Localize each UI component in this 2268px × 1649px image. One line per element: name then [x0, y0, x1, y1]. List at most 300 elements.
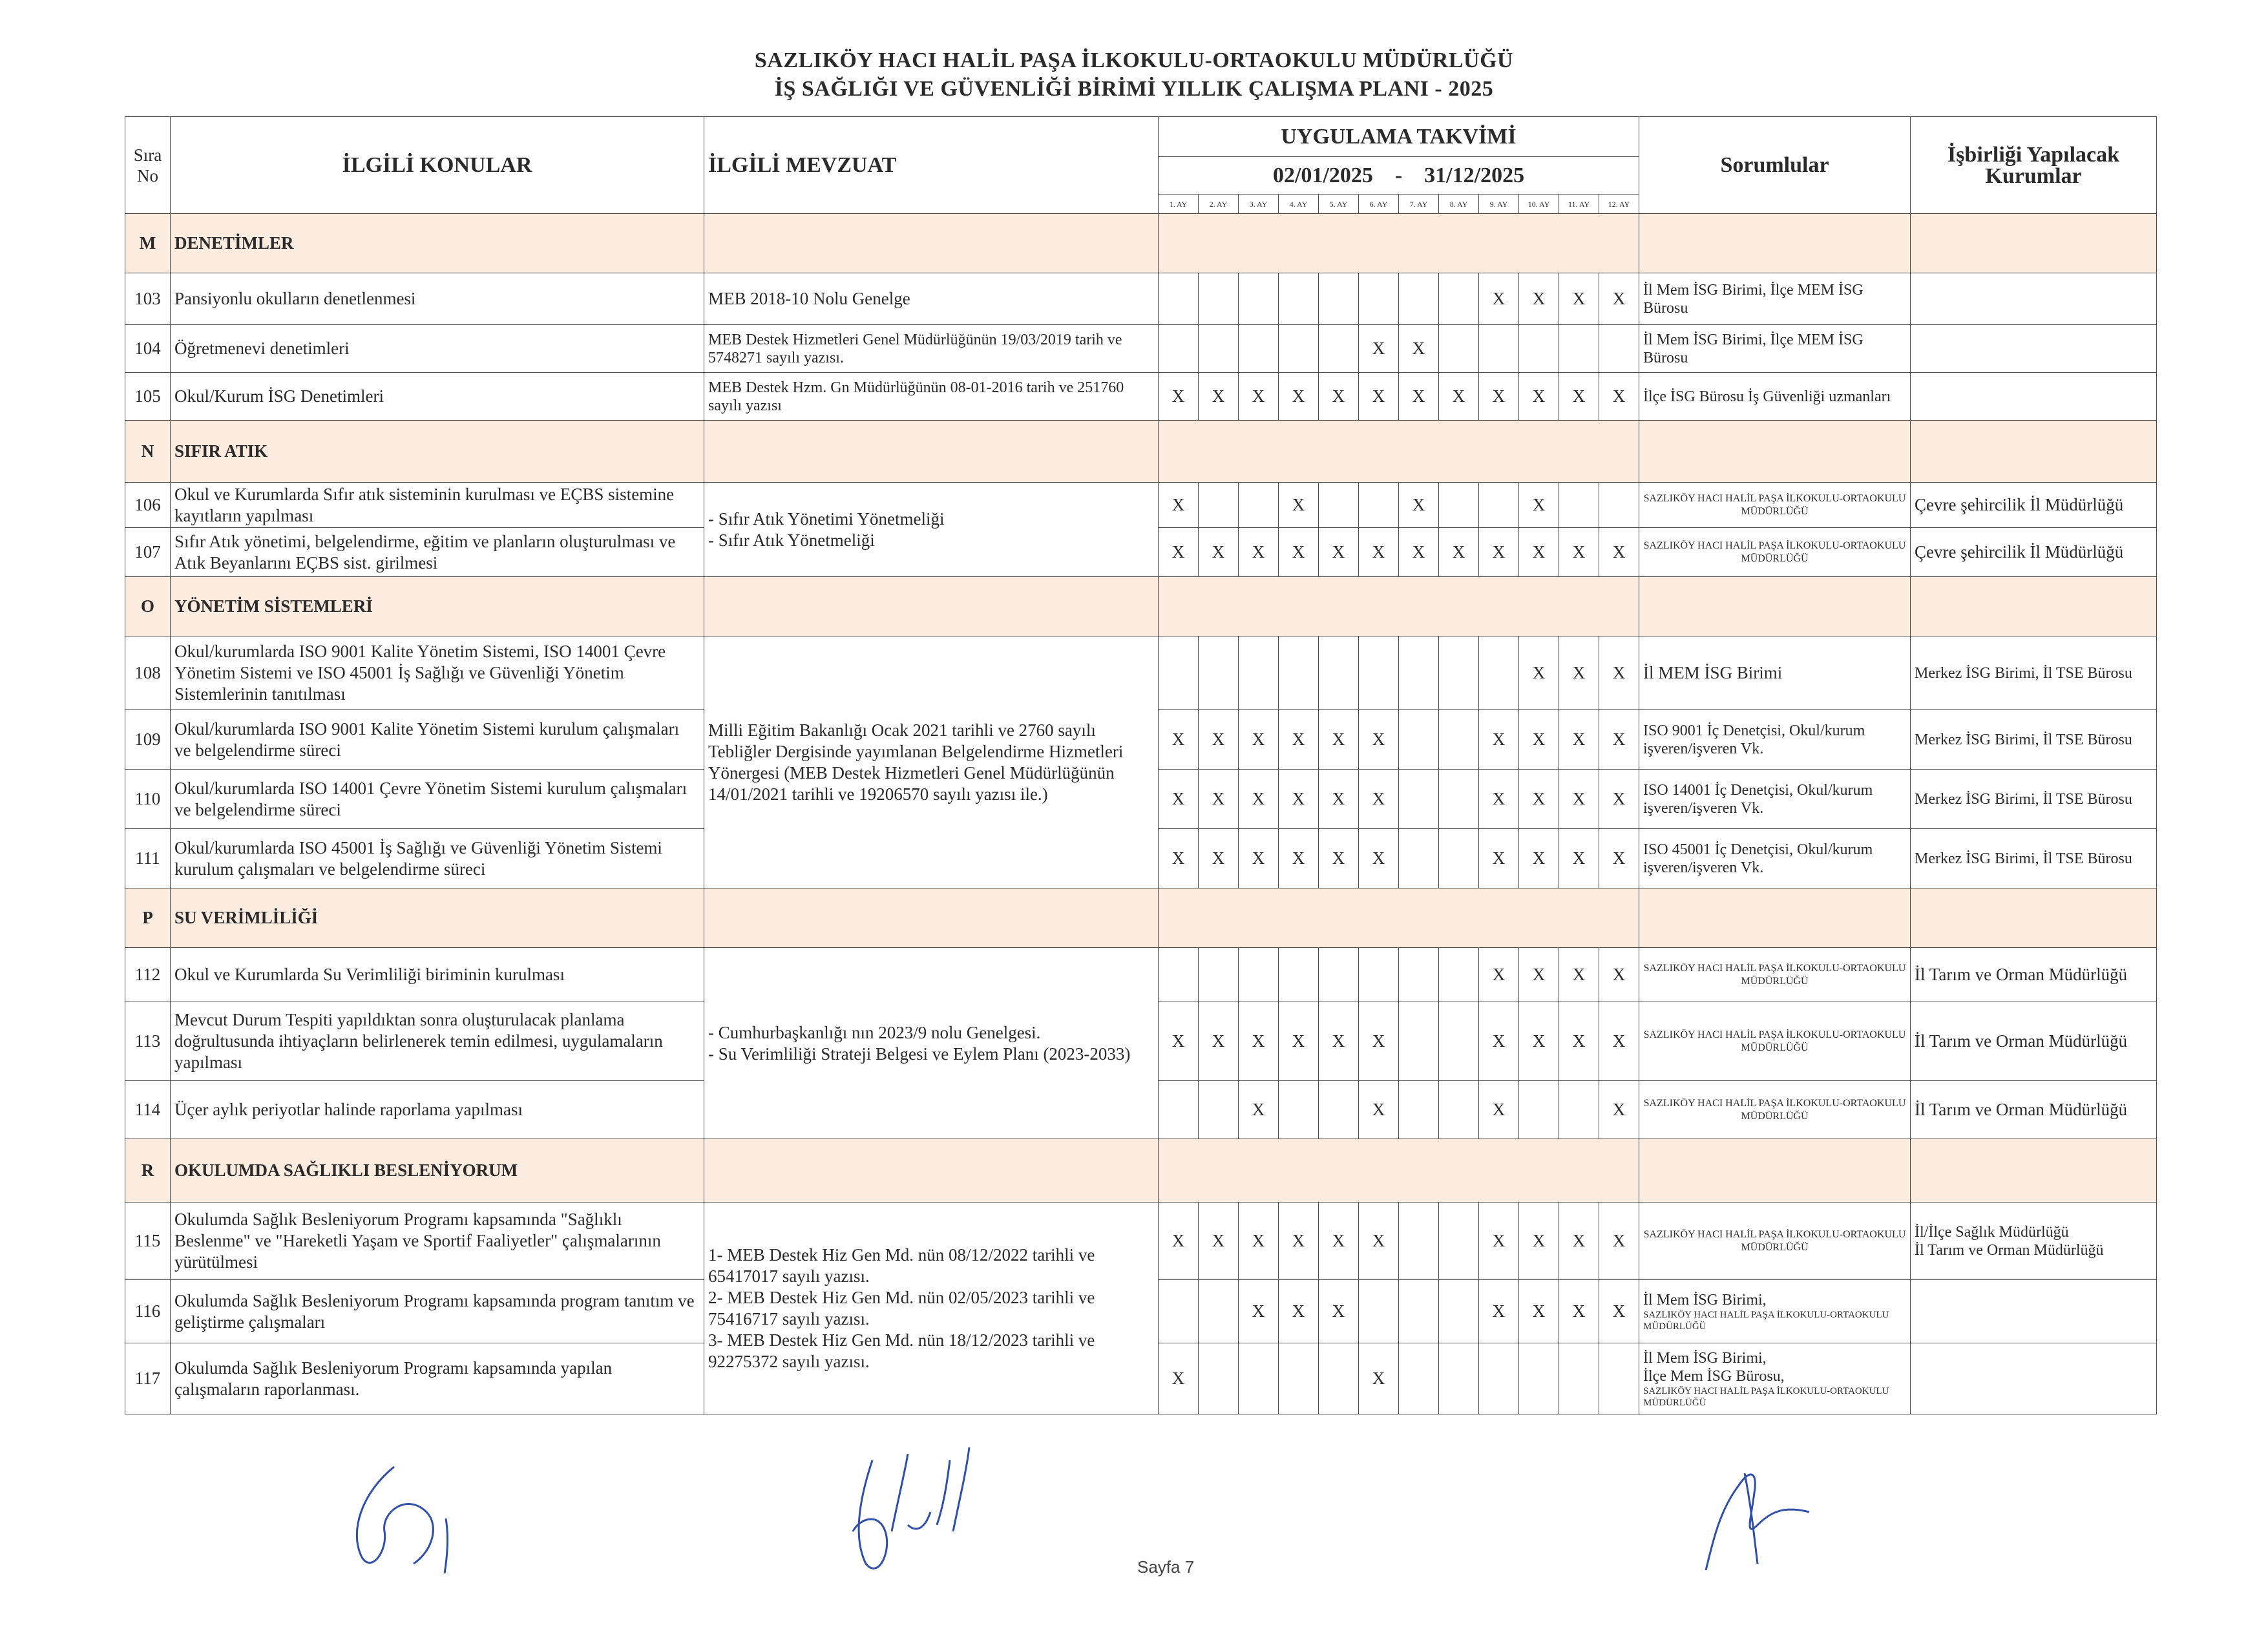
- month-cell: X: [1319, 373, 1359, 421]
- sorumlu-line: SAZLIKÖY HACI HALİL PAŞA İLKOKULU-ORTAOKULU MÜDÜRLÜĞÜ: [1643, 1309, 1889, 1332]
- month-cell: X: [1359, 829, 1399, 888]
- row-isbirligi: [1911, 273, 2157, 325]
- month-cell: X: [1439, 528, 1479, 577]
- month-cell: X: [1359, 770, 1399, 829]
- month-cell: X: [1519, 1280, 1559, 1343]
- table-row: [125, 636, 2157, 710]
- month-cell: X: [1559, 636, 1599, 710]
- month-cell: [1439, 1002, 1479, 1081]
- row-isbirligi: Merkez İSG Birimi, İl TSE Bürosu: [1911, 710, 2157, 770]
- month-cell: X: [1599, 528, 1639, 577]
- section-title: YÖNETİM SİSTEMLERİ: [171, 577, 704, 636]
- row-konu: Okul/kurumlarda ISO 14001 Çevre Yönetim Sistemi kurulum çalışmaları ve belgelendirme süreci: [171, 770, 704, 829]
- month-cell: [1319, 948, 1359, 1002]
- month-cell: [1239, 273, 1279, 325]
- empty-cell: [1639, 577, 1911, 636]
- row-number: 104: [125, 325, 171, 373]
- month-header: 12. AY: [1599, 194, 1639, 214]
- month-cell: X: [1479, 1081, 1519, 1139]
- month-cell: [1319, 325, 1359, 373]
- month-cell: [1479, 483, 1519, 528]
- month-cell: X: [1199, 829, 1239, 888]
- empty-cell: [1911, 577, 2157, 636]
- month-cell: X: [1319, 1280, 1359, 1343]
- month-cell: X: [1319, 770, 1359, 829]
- row-sorumlu: İlçe İSG Bürosu İş Güvenliği uzmanları: [1639, 373, 1911, 421]
- row-konu: Okul ve Kurumlarda Su Verimliliği biriminin kurulması: [171, 948, 704, 1002]
- isbirligi-line: İl/İlçe Sağlık Müdürlüğü: [1915, 1223, 2069, 1241]
- month-cell: X: [1399, 325, 1439, 373]
- mevzuat-line: - Cumhurbaşkanlığı nın 2023/9 nolu Genelgesi.: [708, 1022, 1041, 1042]
- month-cell: [1279, 1343, 1319, 1414]
- row-number: 103: [125, 273, 171, 325]
- page-number: Sayfa 7: [1137, 1557, 1195, 1577]
- row-sorumlu: İl Mem İSG Birimi, İlçe MEM İSG Bürosu: [1639, 325, 1911, 373]
- month-cell: [1559, 1343, 1599, 1414]
- row-isbirligi: [1911, 325, 2157, 373]
- month-cell: X: [1519, 1203, 1559, 1280]
- month-cell: X: [1519, 1002, 1559, 1081]
- month-cell: X: [1199, 373, 1239, 421]
- month-cell: X: [1479, 948, 1519, 1002]
- month-cell: [1439, 1203, 1479, 1280]
- row-konu: Okulumda Sağlık Besleniyorum Programı kapsamında yapılan çalışmaların raporlanması.: [171, 1343, 704, 1414]
- month-cell: [1439, 829, 1479, 888]
- month-cell: X: [1359, 1343, 1399, 1414]
- month-cell: [1319, 273, 1359, 325]
- row-konu: Sıfır Atık yönetimi, belgelendirme, eğitim ve planların oluşturulması ve Atık Beyanlarını EÇBS sist. girilmesi: [171, 528, 704, 577]
- row-isbirligi: Çevre şehircilik İl Müdürlüğü: [1911, 483, 2157, 528]
- month-cell: [1199, 1343, 1239, 1414]
- month-header: 10. AY: [1519, 194, 1559, 214]
- month-cell: [1399, 1343, 1439, 1414]
- month-cell: X: [1479, 1280, 1519, 1343]
- table-row: [125, 325, 2157, 373]
- month-cell: [1199, 1280, 1239, 1343]
- month-cell: [1159, 636, 1199, 710]
- month-cell: [1519, 1081, 1559, 1139]
- month-cell: X: [1279, 373, 1319, 421]
- row-number: 112: [125, 948, 171, 1002]
- row-isbirligi: İl Tarım ve Orman Müdürlüğü: [1911, 1002, 2157, 1081]
- row-konu: Okul/kurumlarda ISO 9001 Kalite Yönetim Sistemi, ISO 14001 Çevre Yönetim Sistemi ve ISO 45001 İş Sağlığı ve Güvenliği Yönetim Sistemlerinin tanıtılması: [171, 636, 704, 710]
- month-cell: X: [1279, 829, 1319, 888]
- row-sorumlu: ISO 9001 İç Denetçisi, Okul/kurum işveren/işveren Vk.: [1639, 710, 1911, 770]
- month-cell: [1279, 1081, 1319, 1139]
- col-konular: İLGİLİ KONULAR: [171, 117, 704, 214]
- month-cell: X: [1519, 273, 1559, 325]
- month-cell: X: [1479, 710, 1519, 770]
- month-header: 11. AY: [1559, 194, 1599, 214]
- section-title: OKULUMDA SAĞLIKLI BESLENİYORUM: [171, 1139, 704, 1203]
- month-cell: [1439, 1343, 1479, 1414]
- month-cell: [1439, 948, 1479, 1002]
- month-cell: X: [1519, 829, 1559, 888]
- month-cell: X: [1599, 770, 1639, 829]
- mevzuat-su: [704, 948, 1159, 1139]
- month-cell: X: [1159, 1203, 1199, 1280]
- month-cell: X: [1519, 948, 1559, 1002]
- month-cell: X: [1519, 528, 1559, 577]
- month-cell: X: [1559, 273, 1599, 325]
- month-cell: [1319, 1343, 1359, 1414]
- mevzuat-line: - Sıfır Atık Yönetimi Yönetmeliği: [708, 509, 945, 529]
- row-isbirligi: Merkez İSG Birimi, İl TSE Bürosu: [1911, 636, 2157, 710]
- row-konu: Üçer aylık periyotlar halinde raporlama yapılması: [171, 1081, 704, 1139]
- month-cell: X: [1399, 483, 1439, 528]
- mevzuat-line: 3- MEB Destek Hiz Gen Md. nün 18/12/2023 tarihli ve 92275372 sayılı yazısı.: [708, 1330, 1095, 1371]
- month-header: 8. AY: [1439, 194, 1479, 214]
- row-isbirligi: [1911, 1203, 2157, 1280]
- title-school: SAZLIKÖY HACI HALİL PAŞA İLKOKULU-ORTAOKULU MÜDÜRLÜĞÜ: [754, 48, 1514, 72]
- month-cell: X: [1319, 1203, 1359, 1280]
- section-title: DENETİMLER: [171, 214, 704, 273]
- month-cell: [1159, 273, 1199, 325]
- col-sira: Sıra No: [125, 117, 171, 214]
- month-cell: X: [1199, 1002, 1239, 1081]
- month-cell: X: [1279, 483, 1319, 528]
- row-sorumlu: SAZLIKÖY HACI HALİL PAŞA İLKOKULU-ORTAOKULU MÜDÜRLÜĞÜ: [1639, 1002, 1911, 1081]
- mevzuat-line: - Su Verimliliği Strateji Belgesi ve Eylem Planı (2023-2033): [708, 1044, 1131, 1064]
- month-cell: X: [1599, 1203, 1639, 1280]
- month-cell: X: [1199, 770, 1239, 829]
- month-cell: [1399, 1203, 1439, 1280]
- month-cell: X: [1439, 373, 1479, 421]
- month-cell: X: [1359, 325, 1399, 373]
- month-cell: X: [1319, 829, 1359, 888]
- month-cell: X: [1599, 273, 1639, 325]
- month-header: 2. AY: [1199, 194, 1239, 214]
- month-cell: [1239, 636, 1279, 710]
- sorumlu-line: SAZLIKÖY HACI HALİL PAŞA İLKOKULU-ORTAOKULU MÜDÜRLÜĞÜ: [1643, 1385, 1889, 1408]
- month-cell: [1439, 325, 1479, 373]
- month-cell: [1359, 636, 1399, 710]
- month-cell: [1239, 948, 1279, 1002]
- row-number: 105: [125, 373, 171, 421]
- section-row: [125, 421, 2157, 483]
- empty-cell: [1159, 1139, 1639, 1203]
- row-sorumlu: SAZLIKÖY HACI HALİL PAŞA İLKOKULU-ORTAOKULU MÜDÜRLÜĞÜ: [1639, 1081, 1911, 1139]
- month-cell: [1279, 325, 1319, 373]
- month-cell: X: [1399, 373, 1439, 421]
- row-sorumlu: [1639, 1343, 1911, 1414]
- empty-cell: [1911, 421, 2157, 483]
- month-cell: [1399, 1280, 1439, 1343]
- row-number: 116: [125, 1280, 171, 1343]
- month-cell: [1439, 1081, 1479, 1139]
- month-cell: [1439, 770, 1479, 829]
- row-sorumlu: SAZLIKÖY HACI HALİL PAŞA İLKOKULU-ORTAOKULU MÜDÜRLÜĞÜ: [1639, 528, 1911, 577]
- month-cell: [1199, 273, 1239, 325]
- month-cell: [1399, 948, 1439, 1002]
- month-cell: X: [1359, 528, 1399, 577]
- month-cell: X: [1359, 710, 1399, 770]
- month-cell: X: [1559, 710, 1599, 770]
- row-isbirligi: Merkez İSG Birimi, İl TSE Bürosu: [1911, 770, 2157, 829]
- empty-cell: [1639, 1139, 1911, 1203]
- section-row: [125, 214, 2157, 273]
- month-cell: X: [1159, 528, 1199, 577]
- month-cell: X: [1359, 1203, 1399, 1280]
- month-cell: X: [1599, 1002, 1639, 1081]
- month-cell: [1439, 273, 1479, 325]
- end-date: 31/12/2025: [1424, 163, 1525, 187]
- month-cell: X: [1199, 710, 1239, 770]
- empty-cell: [1639, 888, 1911, 948]
- month-cell: X: [1559, 948, 1599, 1002]
- month-cell: X: [1199, 528, 1239, 577]
- month-cell: X: [1239, 1203, 1279, 1280]
- row-mevzuat: MEB Destek Hzm. Gn Müdürlüğünün 08-01-2016 tarih ve 251760 sayılı yazısı: [704, 373, 1159, 421]
- empty-cell: [1159, 214, 1639, 273]
- row-konu: Okul ve Kurumlarda Sıfır atık sisteminin kurulması ve EÇBS sistemine kayıtların yapılması: [171, 483, 704, 528]
- month-cell: X: [1159, 1002, 1199, 1081]
- row-konu: Okul/Kurum İSG Denetimleri: [171, 373, 704, 421]
- month-cell: [1559, 1081, 1599, 1139]
- section-title: SIFIR ATIK: [171, 421, 704, 483]
- month-cell: [1279, 948, 1319, 1002]
- table-row: [125, 483, 2157, 528]
- month-cell: X: [1479, 770, 1519, 829]
- mevzuat-line: 1- MEB Destek Hiz Gen Md. nün 08/12/2022 tarihli ve 65417017 sayılı yazısı.: [708, 1245, 1095, 1286]
- month-cell: X: [1559, 373, 1599, 421]
- row-number: 115: [125, 1203, 171, 1280]
- month-cell: X: [1599, 1081, 1639, 1139]
- month-cell: [1439, 483, 1479, 528]
- sorumlu-line: İlçe Mem İSG Bürosu,: [1643, 1367, 1785, 1385]
- month-cell: [1319, 1081, 1359, 1139]
- month-cell: [1359, 948, 1399, 1002]
- month-cell: [1359, 1280, 1399, 1343]
- month-cell: [1359, 273, 1399, 325]
- month-cell: [1599, 1343, 1639, 1414]
- row-konu: Pansiyonlu okulların denetlenmesi: [171, 273, 704, 325]
- table-row: [125, 1203, 2157, 1280]
- month-cell: X: [1519, 710, 1559, 770]
- col-takvim: UYGULAMA TAKVİMİ: [1159, 117, 1639, 157]
- month-cell: [1479, 325, 1519, 373]
- month-header: 7. AY: [1399, 194, 1439, 214]
- empty-cell: [1639, 214, 1911, 273]
- table-row: [125, 273, 2157, 325]
- date-range: [1159, 157, 1639, 194]
- col-isbirligi: İşbirliği Yapılacak Kurumlar: [1911, 117, 2157, 214]
- isbirligi-line: İl Tarım ve Orman Müdürlüğü: [1915, 1241, 2104, 1259]
- row-sorumlu: SAZLIKÖY HACI HALİL PAŞA İLKOKULU-ORTAOKULU MÜDÜRLÜĞÜ: [1639, 948, 1911, 1002]
- empty-cell: [704, 421, 1159, 483]
- row-sorumlu: SAZLIKÖY HACI HALİL PAŞA İLKOKULU-ORTAOKULU MÜDÜRLÜĞÜ: [1639, 1203, 1911, 1280]
- empty-cell: [1911, 1139, 2157, 1203]
- sorumlu-line: İl Mem İSG Birimi,: [1643, 1349, 1767, 1367]
- month-cell: X: [1319, 710, 1359, 770]
- month-cell: [1199, 948, 1239, 1002]
- empty-cell: [1911, 888, 2157, 948]
- month-header: 3. AY: [1239, 194, 1279, 214]
- month-cell: [1399, 636, 1439, 710]
- month-cell: X: [1239, 1081, 1279, 1139]
- mevzuat-line: - Sıfır Atık Yönetmeliği: [708, 530, 875, 550]
- month-cell: X: [1239, 1002, 1279, 1081]
- month-cell: X: [1159, 483, 1199, 528]
- section-code: O: [125, 577, 171, 636]
- month-cell: X: [1519, 483, 1559, 528]
- month-cell: [1519, 325, 1559, 373]
- row-number: 109: [125, 710, 171, 770]
- month-cell: [1399, 710, 1439, 770]
- row-konu: Mevcut Durum Tespiti yapıldıktan sonra oluşturulacak planlama doğrultusunda ihtiyaçların belirlenerek temin edilmesi, uygulamaların yapılması: [171, 1002, 704, 1081]
- month-cell: [1159, 1081, 1199, 1139]
- section-row: [125, 888, 2157, 948]
- month-cell: X: [1239, 1280, 1279, 1343]
- month-cell: X: [1319, 1002, 1359, 1081]
- month-cell: X: [1559, 1002, 1599, 1081]
- row-konu: Okulumda Sağlık Besleniyorum Programı kapsamında "Sağlıklı Beslenme" ve "Hareketli Yaşam ve Sportif Faaliyetler" çalışmalarının yürütülmesi: [171, 1203, 704, 1280]
- month-cell: [1279, 273, 1319, 325]
- month-cell: [1439, 710, 1479, 770]
- month-cell: X: [1599, 1280, 1639, 1343]
- month-cell: X: [1519, 373, 1559, 421]
- month-cell: X: [1159, 710, 1199, 770]
- col-sorumlular: Sorumlular: [1639, 117, 1911, 214]
- month-cell: [1159, 325, 1199, 373]
- month-cell: X: [1519, 636, 1559, 710]
- empty-cell: [1159, 421, 1639, 483]
- empty-cell: [1159, 577, 1639, 636]
- month-cell: X: [1319, 528, 1359, 577]
- month-cell: [1199, 636, 1239, 710]
- month-cell: X: [1559, 1280, 1599, 1343]
- empty-cell: [704, 214, 1159, 273]
- month-cell: X: [1199, 1203, 1239, 1280]
- month-cell: [1519, 1343, 1559, 1414]
- month-cell: [1359, 483, 1399, 528]
- month-cell: X: [1239, 528, 1279, 577]
- month-cell: [1239, 325, 1279, 373]
- table-row: [125, 948, 2157, 1002]
- row-mevzuat: MEB 2018-10 Nolu Genelge: [704, 273, 1159, 325]
- row-mevzuat: MEB Destek Hizmetleri Genel Müdürlüğünün 19/03/2019 tarih ve 5748271 sayılı yazısı.: [704, 325, 1159, 373]
- month-cell: X: [1279, 1203, 1319, 1280]
- month-cell: [1439, 1280, 1479, 1343]
- empty-cell: [1911, 214, 2157, 273]
- row-isbirligi: [1911, 1280, 2157, 1343]
- month-cell: X: [1479, 1002, 1519, 1081]
- month-cell: [1319, 636, 1359, 710]
- month-cell: X: [1279, 770, 1319, 829]
- row-isbirligi: Merkez İSG Birimi, İl TSE Bürosu: [1911, 829, 2157, 888]
- start-date: 02/01/2025: [1272, 163, 1373, 187]
- row-konu: Okulumda Sağlık Besleniyorum Programı kapsamında program tanıtım ve geliştirme çalışmaları: [171, 1280, 704, 1343]
- month-cell: X: [1559, 770, 1599, 829]
- title-plan: İŞ SAĞLIĞI VE GÜVENLİĞİ BİRİMİ YILLIK ÇALIŞMA PLANI - 2025: [774, 77, 1494, 101]
- signature-right: [1680, 1447, 1835, 1577]
- empty-cell: [704, 577, 1159, 636]
- row-number: 114: [125, 1081, 171, 1139]
- row-konu: Okul/kurumlarda ISO 45001 İş Sağlığı ve Güvenliği Yönetim Sistemi kurulum çalışmaları ve belgelendirme süreci: [171, 829, 704, 888]
- month-cell: [1279, 636, 1319, 710]
- month-cell: X: [1599, 829, 1639, 888]
- month-cell: X: [1159, 373, 1199, 421]
- month-cell: [1479, 636, 1519, 710]
- sorumlu-line: İl Mem İSG Birimi,: [1643, 1291, 1767, 1308]
- month-cell: X: [1599, 373, 1639, 421]
- mevzuat-line: 2- MEB Destek Hiz Gen Md. nün 02/05/2023 tarihli ve 75416717 sayılı yazısı.: [708, 1287, 1095, 1329]
- empty-cell: [1639, 421, 1911, 483]
- signature-middle: [834, 1434, 1002, 1583]
- empty-cell: [1159, 888, 1639, 948]
- signature-left: [336, 1454, 478, 1583]
- month-cell: X: [1279, 528, 1319, 577]
- row-sorumlu: [1639, 1280, 1911, 1343]
- row-sorumlu: İl Mem İSG Birimi, İlçe MEM İSG Bürosu: [1639, 273, 1911, 325]
- month-cell: [1599, 483, 1639, 528]
- month-cell: [1399, 273, 1439, 325]
- month-cell: X: [1479, 373, 1519, 421]
- month-cell: [1439, 636, 1479, 710]
- row-sorumlu: ISO 14001 İç Denetçisi, Okul/kurum işveren/işveren Vk.: [1639, 770, 1911, 829]
- month-cell: X: [1519, 770, 1559, 829]
- month-cell: [1159, 948, 1199, 1002]
- row-number: 106: [125, 483, 171, 528]
- month-cell: [1559, 483, 1599, 528]
- month-cell: [1399, 829, 1439, 888]
- mevzuat-besleniyorum: [704, 1203, 1159, 1414]
- month-cell: X: [1279, 710, 1319, 770]
- month-cell: X: [1479, 1203, 1519, 1280]
- section-code: R: [125, 1139, 171, 1203]
- section-code: M: [125, 214, 171, 273]
- row-number: 111: [125, 829, 171, 888]
- month-cell: X: [1559, 528, 1599, 577]
- month-cell: [1399, 1002, 1439, 1081]
- month-header: 6. AY: [1359, 194, 1399, 214]
- month-cell: X: [1279, 1280, 1319, 1343]
- row-isbirligi: İl Tarım ve Orman Müdürlüğü: [1911, 948, 2157, 1002]
- month-cell: X: [1479, 829, 1519, 888]
- month-cell: X: [1359, 1081, 1399, 1139]
- month-cell: X: [1239, 770, 1279, 829]
- month-cell: X: [1399, 528, 1439, 577]
- month-cell: X: [1239, 829, 1279, 888]
- month-cell: X: [1239, 710, 1279, 770]
- header-row: [125, 117, 2157, 157]
- month-cell: X: [1359, 1002, 1399, 1081]
- row-number: 108: [125, 636, 171, 710]
- table-row: [125, 373, 2157, 421]
- row-isbirligi: İl Tarım ve Orman Müdürlüğü: [1911, 1081, 2157, 1139]
- month-cell: X: [1159, 829, 1199, 888]
- month-cell: X: [1239, 373, 1279, 421]
- month-cell: [1319, 483, 1359, 528]
- month-cell: [1599, 325, 1639, 373]
- month-cell: X: [1159, 770, 1199, 829]
- document-header: [0, 47, 2268, 103]
- month-header: 5. AY: [1319, 194, 1359, 214]
- month-cell: [1239, 483, 1279, 528]
- section-row: [125, 1139, 2157, 1203]
- month-cell: [1199, 1081, 1239, 1139]
- row-number: 110: [125, 770, 171, 829]
- month-header: 1. AY: [1159, 194, 1199, 214]
- month-cell: [1479, 1343, 1519, 1414]
- row-sorumlu: SAZLIKÖY HACI HALİL PAŞA İLKOKULU-ORTAOKULU MÜDÜRLÜĞÜ: [1639, 483, 1911, 528]
- month-cell: X: [1559, 829, 1599, 888]
- month-cell: X: [1599, 636, 1639, 710]
- month-cell: [1159, 1280, 1199, 1343]
- row-number: 107: [125, 528, 171, 577]
- row-isbirligi: [1911, 1343, 2157, 1414]
- section-row: [125, 577, 2157, 636]
